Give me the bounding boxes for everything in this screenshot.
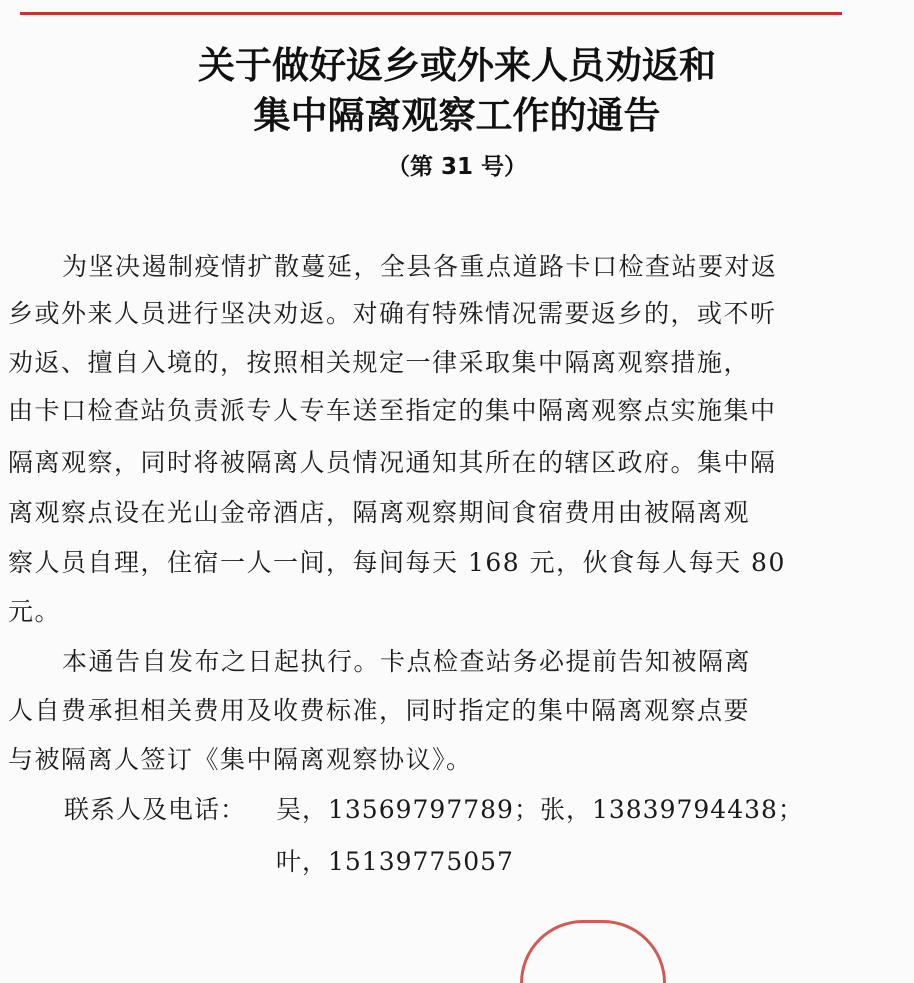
notice-title-line-1: 关于做好返乡或外来人员劝返和: [198, 44, 716, 87]
paragraph-2-line: 人自费承担相关费用及收费标准，同时指定的集中隔离观察点要: [8, 696, 751, 725]
contact-label: 联系人及电话：: [64, 795, 247, 824]
notice-number: （第 31 号）: [386, 154, 528, 180]
contact-line-1: 吴，13569797789；张，13839794438；: [276, 795, 804, 824]
paragraph-2-line: 与被隔离人签订《集中隔离观察协议》。: [8, 745, 473, 774]
paragraph-1-line: 隔离观察，同时将被隔离人员情况通知其所在的辖区政府。集中隔: [8, 448, 777, 477]
paragraph-1-line: 由卡口检查站负责派专人专车送至指定的集中隔离观察点实施集中: [8, 396, 777, 425]
notice-title-line-2: 集中隔离观察工作的通告: [253, 94, 661, 137]
official-seal-fragment: [520, 920, 666, 983]
paragraph-1-line: 乡或外来人员进行坚决劝返。对确有特殊情况需要返乡的，或不听: [8, 299, 777, 328]
paragraph-1-line: 为坚决遏制疫情扩散蔓延，全县各重点道路卡口检查站要对返: [62, 252, 778, 281]
paragraph-1-line: 劝返、擅自入境的，按照相关规定一律采取集中隔离观察措施，: [8, 348, 751, 377]
paragraph-1-line: 离观察点设在光山金帝酒店，隔离观察期间食宿费用由被隔离观: [8, 498, 751, 527]
paragraph-2-line: 本通告自发布之日起执行。卡点检查站务必提前告知被隔离: [62, 647, 752, 676]
paragraph-1-line: 察人员自理，住宿一人一间，每间每天 168 元，伙食每人每天 80: [8, 548, 786, 577]
paragraph-1-line: 元。: [8, 597, 62, 626]
header-red-rule: [20, 12, 842, 15]
contact-line-2: 叶，15139775057: [276, 847, 514, 876]
